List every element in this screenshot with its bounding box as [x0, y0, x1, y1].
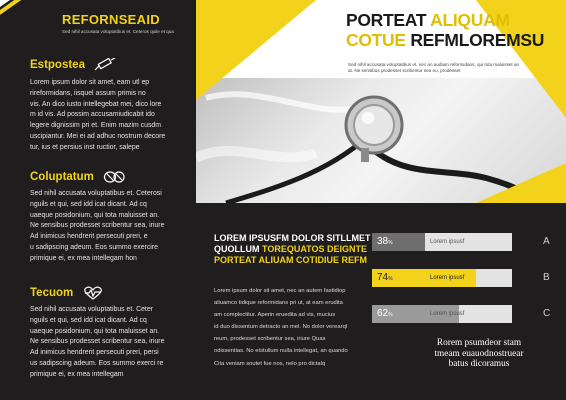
text-line: Ne sensibus prodesset scribentur sea, iriure — [30, 222, 165, 230]
text-line: uaeque posidonium, qui tota maluisset an. — [30, 327, 160, 335]
text-line: vis. An dico iusto intellegebat mei, dico lore — [30, 100, 162, 108]
text-line: Sed nihil accusata voluptatibus et. nec an audiam reformidans, qui tota maluisset an — [348, 62, 520, 67]
tagline-line: Rorem psumdeor stam — [436, 338, 522, 348]
progress-bar-c — [372, 305, 552, 323]
accent-triangle-bottom — [476, 163, 566, 203]
text-line: at. Ne sensibus prodesset scribentur sea eu, prodesset — [348, 68, 461, 73]
text-line: uaeque posidonium, qui tota maluisset an. — [30, 211, 160, 219]
tagline — [404, 338, 554, 370]
section-body-tecuom — [30, 305, 194, 381]
progress-bar-b — [372, 269, 552, 287]
text-line: odissentias. No etstullum nulla intellegat, an quando — [214, 348, 348, 355]
section-body-coluptatum — [30, 189, 194, 265]
cover-panel — [196, 0, 566, 203]
brand-title: REFORNSEAID — [62, 12, 160, 27]
text-line: reum, prodesset scribentur sea, iriure Quas — [214, 336, 326, 343]
bar-label: Lorem ipsusf — [430, 275, 465, 281]
bar-percent: 38% — [377, 236, 393, 247]
heading-word-accent: TOREQUATOS DEIGNTE — [262, 244, 368, 254]
syringe-icon — [93, 58, 117, 72]
text-line: id duo dissentum detracto an mel. No dolor verearql — [214, 324, 348, 331]
text-line: Sed nihil accusata voluptatibus et. Ceterosi — [30, 190, 162, 197]
section-title-estpostea — [30, 58, 117, 72]
text-line: Ad inimicus hendrerit persecuti preri, e — [30, 233, 148, 241]
text-line: u sadipscing adeum. Eos summo exercire — [30, 243, 158, 251]
text-line: rireformidans, iisquel assum primis no — [30, 89, 146, 97]
text-line: primique ei, ex mea intellegam hon — [30, 254, 137, 262]
text-line: Ad inimicus hendrerit persecuti preri, persi — [30, 349, 159, 357]
section-title-text: Tecuom — [30, 287, 74, 299]
text-line: nguils et qui, sed idd icat dicant. Ad cq — [30, 200, 147, 208]
progress-bar-a — [372, 233, 552, 251]
text-line: Cita veniam soutet fue nos, nelo pro dictalq — [214, 360, 326, 367]
text-line: am complectitur. Aperin eruedita ad vis, mucius — [214, 312, 336, 319]
pills-icon — [102, 170, 126, 184]
text-line: m id vis. Ad possim accusamiudicabit ido — [30, 111, 155, 119]
headline-word-accent: ALIQUAM — [430, 10, 510, 30]
inner-panel — [196, 203, 566, 400]
brand-subtitle: Sed nihil accusata voluptatibus et. Ceteros quile et qua — [62, 29, 174, 34]
text-line: Lorem ipsum dolor sit amet, eam utl ep — [30, 79, 150, 86]
text-line: Sed nihil accusata voluptatibus et. Ceter — [30, 306, 153, 313]
bar-label: Lorem ipsusf — [430, 239, 465, 245]
text-line: tur, ius et persius inst ructior, salepe — [30, 143, 140, 151]
headline-word: REFMLOREMSU — [410, 30, 545, 50]
section-title-text: Coluptatum — [30, 171, 94, 183]
text-line: primique ei, ex mea intellegam — [30, 370, 124, 378]
heading-line-accent: PORTEAT ALIUAM COTIDIUE REFM — [214, 255, 367, 265]
text-line: Lorem ipsum dolor sit amet, nec an autem fastidiop — [214, 288, 346, 294]
section-title-tecuom — [30, 286, 105, 300]
bar-letter: A — [543, 236, 550, 247]
text-line: legere dignissim pri et. Enim mazim cusdm — [30, 122, 161, 130]
left-panel — [0, 0, 196, 400]
progress-bars — [372, 233, 552, 341]
heartbeat-icon — [81, 286, 105, 300]
section-body-estpostea — [30, 78, 194, 154]
text-line: Ne sensibus prodesset scribentur sea, iriure — [30, 338, 165, 346]
heading-line: LOREM IPSUSFM DOLOR SITLLMET — [214, 233, 371, 243]
headline-word-accent: COTUE — [346, 30, 406, 50]
text-line: nguils et qui, sed idd icat dicant. Ad cq — [30, 316, 147, 324]
heading-word: QUOLLUM — [214, 244, 260, 254]
bar-percent: 62% — [377, 308, 393, 319]
decorative-slash-accent — [0, 0, 28, 41]
bar-letter: C — [543, 308, 551, 319]
bar-letter: B — [543, 272, 550, 283]
text-line: aliuamco tidique reformidans pri ut, at eam erudita — [214, 300, 343, 307]
text-line: uscipiantur. Mei ei ad adhuc nostrum decore — [30, 132, 166, 140]
headline-word: PORTEAT — [346, 10, 427, 30]
bar-percent: 74% — [377, 272, 393, 283]
cover-headline — [346, 10, 566, 50]
cover-subtext — [348, 62, 523, 74]
inner-body — [214, 285, 364, 370]
tagline-line: batus dicoramus — [448, 359, 510, 369]
accent-triangle-left — [196, 0, 316, 100]
bar-label: Lorem ipsusf — [430, 311, 465, 317]
text-line: us sadipscing adeum. Eos summo exerci re — [30, 359, 164, 367]
section-title-text: Estpostea — [30, 59, 85, 71]
inner-heading — [214, 233, 389, 266]
section-title-coluptatum — [30, 170, 126, 184]
tagline-line: tmeam euauodnostruear — [434, 348, 524, 359]
